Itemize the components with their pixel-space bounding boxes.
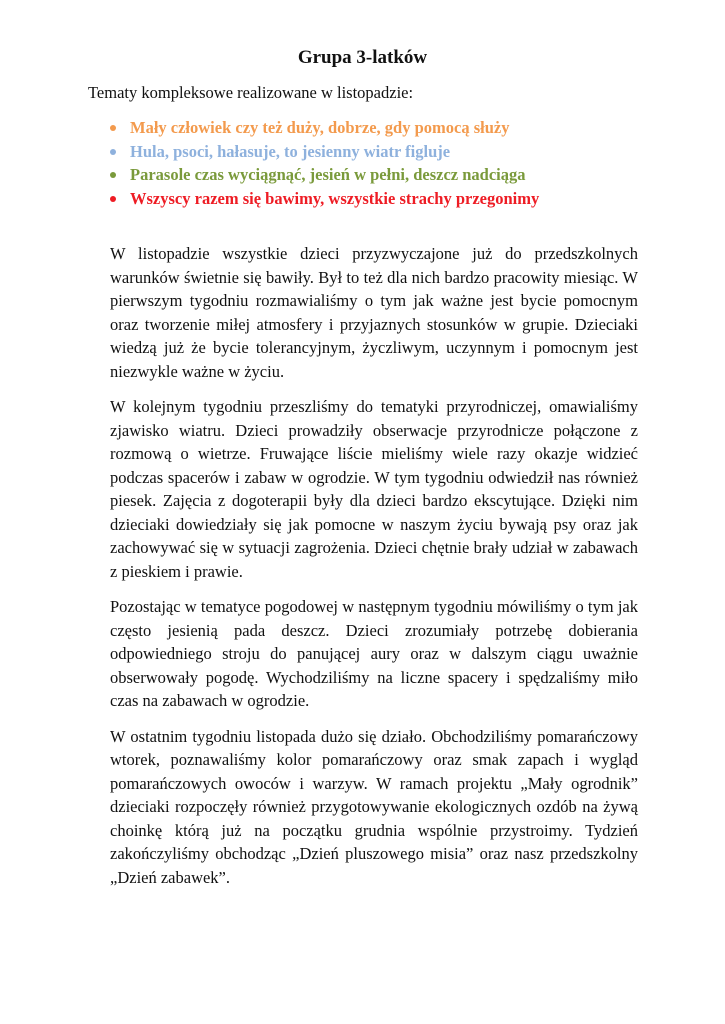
- topic-text: Hula, psoci, hałasuje, to jesienny wiatr figluje: [130, 141, 451, 161]
- intro-text: Tematy kompleksowe realizowane w listopadzie:: [88, 83, 414, 102]
- bullet-icon: [110, 172, 116, 178]
- page-title: Grupa 3-latków: [297, 47, 428, 68]
- bullet-icon: [110, 125, 116, 131]
- topic-item: [110, 187, 670, 211]
- paragraph: W ostatnim tygodniu listopada dużo się działo. Obchodziliśmy pomarańczowy wtorek, poznawaliśmy kolor pomarańczowy oraz smak zapach i wygląd pomarańczowych owoców i warzyw. W ramach projektu „Mały ogrodnik” dzieciaki rozpoczęły również przygotowywanie ekologicznych ozdób na żywą choinkę którą już na początku grudnia wspólnie przystroimy. Tydzień zakończyliśmy obchodząc „Dzień pluszowego misia” oraz nasz przedszkolny „Dzień zabawek”.: [110, 726, 638, 887]
- topic-item: [110, 116, 670, 140]
- bullet-icon: [110, 149, 116, 155]
- paragraph: W kolejnym tygodniu przeszliśmy do tematyki przyrodniczej, omawialiśmy zjawisko wiatru. Dzieci prowadziły obserwacje przyrodnicze połączone z rozmową o wietrze. Fruwające liście mieliśmy wiele razy okazje widzieć podczas spacerów i zabaw w ogrodzie. W tym tygodniu odwiedził nas również piesek. Zajęcia z dogoterapii były dla dzieci bardzo ekscytujące. Dzięki nim dzieciaki dowiedziały się jak pomocne w naszym życiu bywają psy oraz jak zachowywać się w sytuacji zagrożenia. Dzieci chętnie brały udział w zabawach z pieskiem i prawie.: [110, 397, 638, 581]
- paragraph: Pozostając w tematyce pogodowej w następnym tygodniu mówiliśmy o tym jak często jesienią pada deszcz. Dzieci zrozumiały potrzebę dobierania odpowiedniego stroju do panującej aury oraz w dalszym ciągu uważnie obserwowały pogodę. Wychodziliśmy na liczne spacery i spędzaliśmy miło czas na zabawach w ogrodzie.: [110, 597, 638, 710]
- topic-item: [110, 163, 670, 187]
- topic-text: Parasole czas wyciągnąć, jesień w pełni, deszcz nadciąga: [130, 165, 526, 184]
- body-text: [110, 242, 638, 901]
- topics-list: [110, 116, 670, 210]
- bullet-icon: [110, 196, 116, 202]
- topic-item: [110, 140, 670, 164]
- paragraph: W listopadzie wszystkie dzieci przyzwyczajone już do przedszkolnych warunków świetnie się bawiły. Był to też dla nich bardzo pracowity miesiąc. W pierwszym tygodniu rozmawialiśmy o tym jak ważne jest bycie pomocnym oraz tworzenie miłej atmosfery i przyjaznych stosunków w grupie. Dzieciaki wiedzą już że bycie tolerancyjnym, życzliwym, uczynnym i pomocnym jest niezwykle ważne w życiu.: [110, 244, 638, 381]
- topic-text: Mały człowiek czy też duży, dobrze, gdy pomocą służy: [130, 118, 510, 137]
- topic-text: Wszyscy razem się bawimy, wszystkie strachy przegonimy: [130, 188, 540, 208]
